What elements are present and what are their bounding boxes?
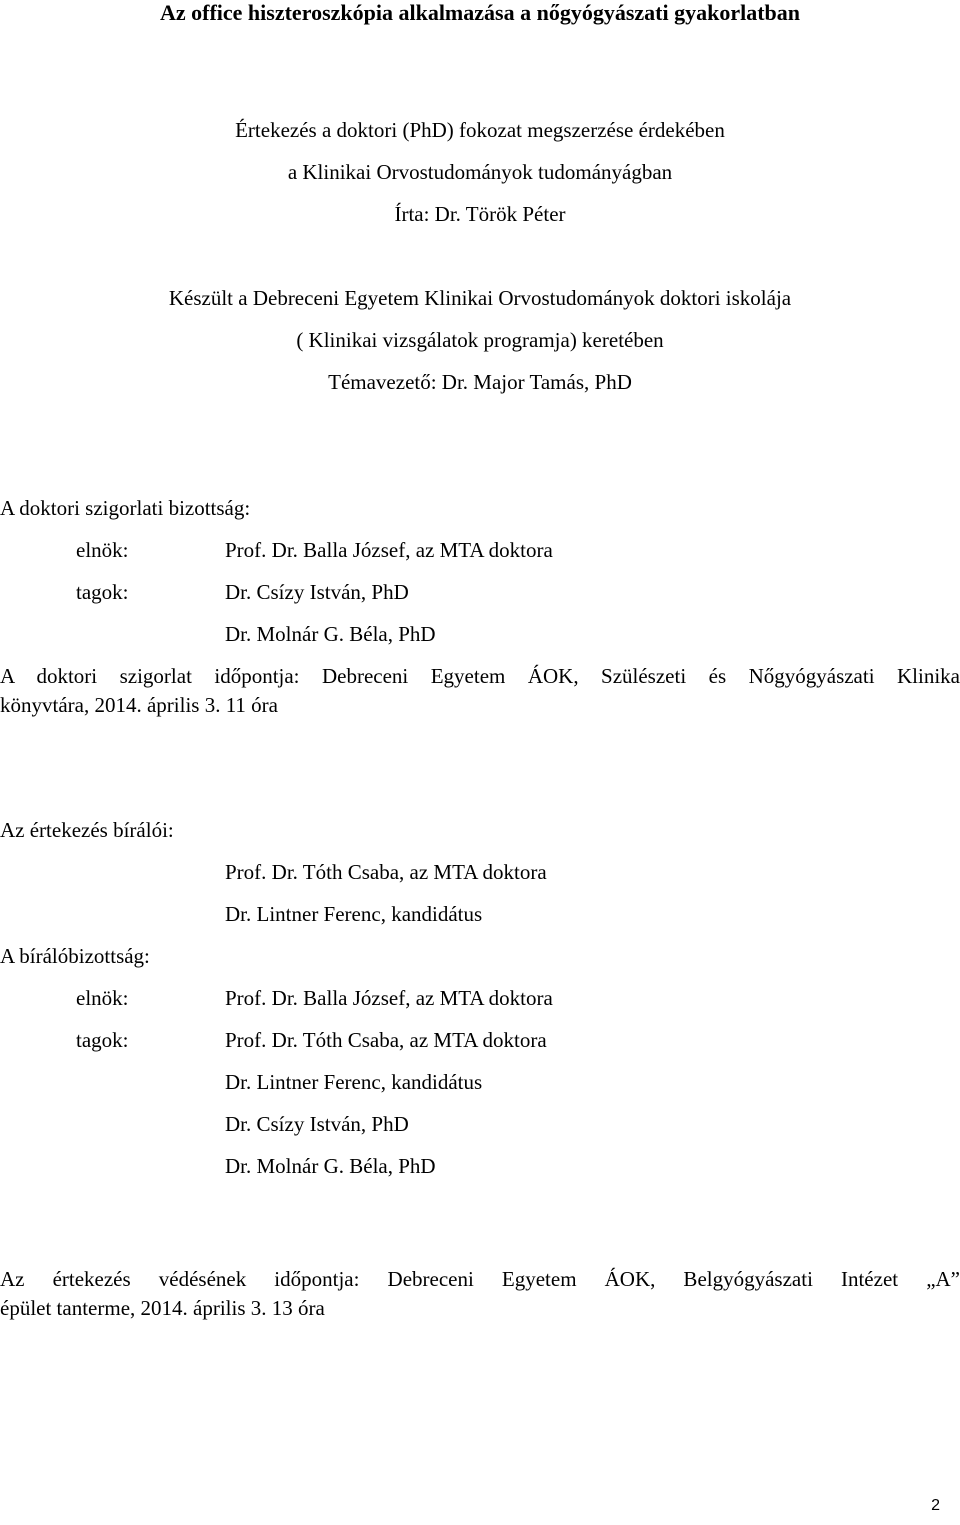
exam-date-line: könyvtára, 2014. április 3. 11 óra: [0, 693, 278, 717]
reviewers-heading: Az értekezés bírálói:: [0, 818, 174, 842]
reviewer: Dr. Lintner Ferenc, kandidátus: [225, 902, 483, 926]
page-number: 2: [931, 1497, 940, 1514]
exam-member: Dr. Molnár G. Béla, PhD: [225, 622, 436, 646]
exam-committee-heading: A doktori szigorlati bizottság:: [0, 496, 251, 520]
exam-members-label: tagok:: [76, 580, 129, 604]
defense-date-line: Az értekezés védésének időpontja: Debreceni Egyetem ÁOK, Belgyógyászati Intézet „A”: [0, 1267, 960, 1291]
program: ( Klinikai vizsgálatok programja) keretében: [296, 328, 664, 352]
review-member: Dr. Lintner Ferenc, kandidátus: [225, 1070, 483, 1094]
review-committee-heading: A bírálóbizottság:: [0, 944, 150, 968]
exam-member: Dr. Csízy István, PhD: [225, 580, 409, 604]
defense-date-line: épület tanterme, 2014. április 3. 13 óra: [0, 1296, 325, 1320]
review-chair-label: elnök:: [76, 986, 129, 1010]
review-member: Prof. Dr. Tóth Csaba, az MTA doktora: [225, 1028, 547, 1052]
exam-date-line: A doktori szigorlat időpontja: Debreceni Egyetem ÁOK, Szülészeti és Nőgyógyászati Klinika: [0, 664, 960, 688]
exam-chair-label: elnök:: [76, 538, 129, 562]
supervisor: Témavezető: Dr. Major Tamás, PhD: [328, 370, 632, 394]
exam-chair: Prof. Dr. Balla József, az MTA doktora: [225, 538, 553, 562]
author: Írta: Dr. Török Péter: [394, 202, 566, 226]
review-member: Dr. Csízy István, PhD: [225, 1112, 409, 1136]
review-members-label: tagok:: [76, 1028, 129, 1052]
doctoral-school: Készült a Debreceni Egyetem Klinikai Orvostudományok doktori iskolája: [168, 286, 792, 310]
document-title: Az office hiszteroszkópia alkalmazása a nőgyógyászati gyakorlatban: [159, 0, 800, 25]
review-chair: Prof. Dr. Balla József, az MTA doktora: [225, 986, 553, 1010]
dissertation-purpose: Értekezés a doktori (PhD) fokozat megszerzése érdekében: [235, 118, 725, 142]
reviewer: Prof. Dr. Tóth Csaba, az MTA doktora: [225, 860, 547, 884]
discipline: a Klinikai Orvostudományok tudományágban: [287, 160, 673, 184]
review-member: Dr. Molnár G. Béla, PhD: [225, 1154, 436, 1178]
